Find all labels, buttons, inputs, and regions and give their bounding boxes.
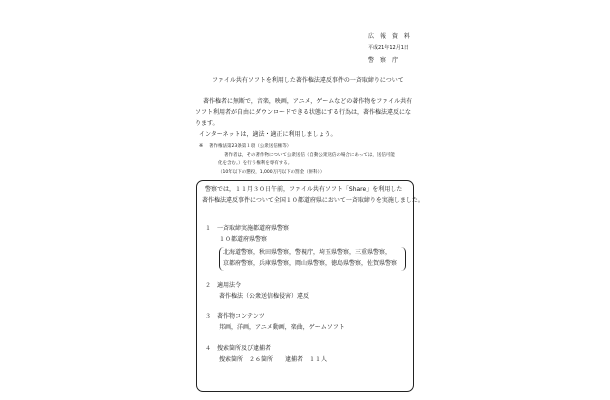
intro-line-3: ります。 bbox=[195, 120, 219, 127]
intro-line-1: 著作権者に無断で，音楽，映画，アニメ，ゲームなどの著作物をファイル共有 bbox=[203, 98, 413, 105]
header-issuer: 警 察 庁 bbox=[368, 57, 399, 64]
header-label: 広 報 資 料 bbox=[368, 33, 411, 40]
section-3-title: ３ 著作物コンテンツ bbox=[205, 313, 265, 320]
section-1-title: １ 一斉取締実施都道府県警察 bbox=[205, 225, 290, 232]
section-4-body: 捜索箇所 ２６箇所 逮捕者 １１人 bbox=[219, 356, 328, 363]
section-3-body: 邦画，洋画，アニメ動画，楽曲，ゲームソフト bbox=[219, 324, 345, 331]
intro-line-2: ソフト利用者が自由にダウンロードできる状態にする行為は，著作権法違反にな bbox=[195, 109, 412, 116]
section-2-title: ２ 適用法令 bbox=[205, 282, 242, 289]
note-body-1: 著作者は，その著作物について公衆送信（自動公衆送信の場合にあっては，送信可能 bbox=[224, 153, 395, 158]
note-marker: ※ bbox=[199, 143, 204, 149]
prefecture-list-line-1: 北海道警察，秋田県警察，警視庁，埼玉県警察，三重県警察， bbox=[223, 249, 392, 256]
box-lead-2: 著作権法違反事件について全国１０都道府県において一斉取締りを実施しました。 bbox=[202, 197, 424, 204]
box-lead-1: 警察では，１１月３０日午前，ファイル共有ソフト「Share」を利用した bbox=[205, 186, 403, 193]
intro-line-4: インターネットは，適法・適正に利用しましょう。 bbox=[199, 131, 337, 138]
document-title: ファイル共有ソフトを利用した著作権法違反事件の一斉取締りについて bbox=[212, 77, 404, 84]
header-date: 平成21年12月1日 bbox=[368, 45, 409, 51]
prefecture-list-line-2: 京都府警察，兵庫県警察，岡山県警察，徳島県警察，佐賀県警察 bbox=[223, 260, 398, 267]
note-penalty: （10年以下の懲役，1,000万円以下の罰金（併科）） bbox=[218, 170, 325, 175]
note-heading: 著作権法第23条第１項（公衆送信権等） bbox=[209, 144, 292, 149]
section-2-body: 著作権法（公衆送信権侵害）違反 bbox=[219, 293, 310, 300]
note-body-2: 化を含む。）を行う権利を専有する。 bbox=[218, 161, 293, 166]
section-4-title: ４ 捜索箇所及び逮捕者 bbox=[205, 345, 272, 352]
section-1-subtitle: １０都道府県警察 bbox=[219, 236, 268, 243]
